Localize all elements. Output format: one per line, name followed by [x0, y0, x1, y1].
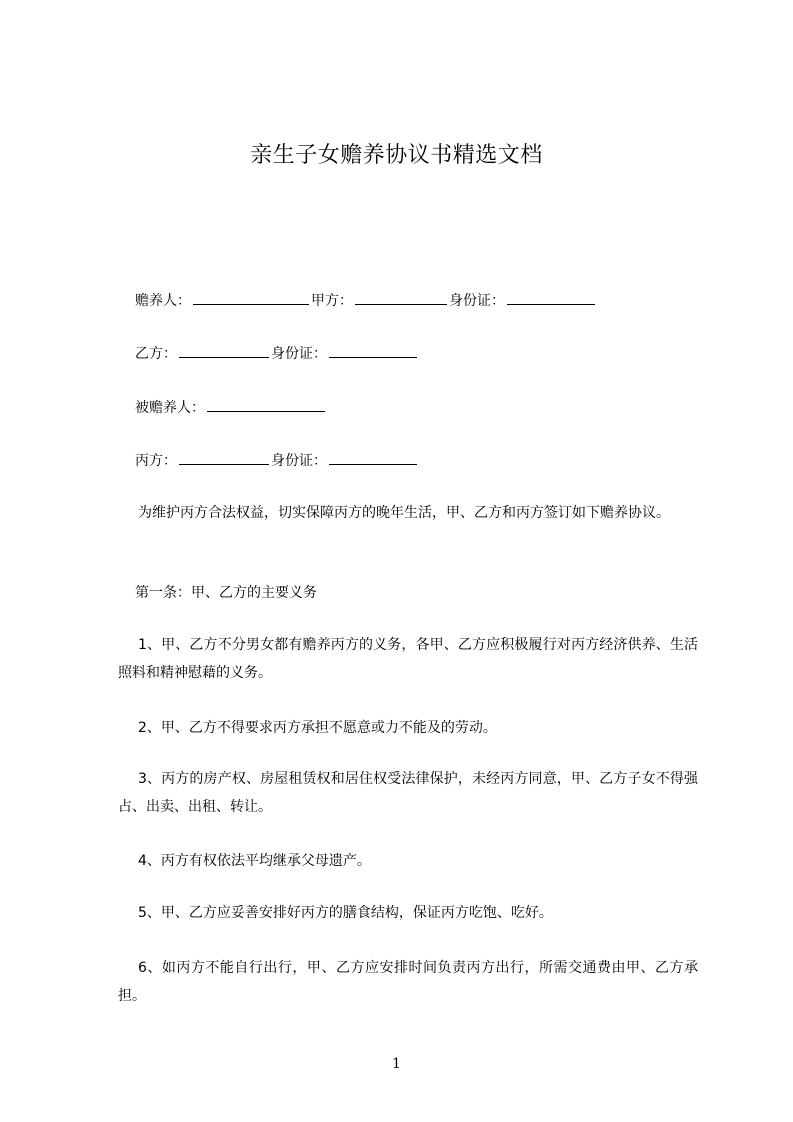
supporter-label: 赡养人：: [135, 293, 191, 309]
party-a-label: 甲方：: [311, 293, 353, 309]
supported-line: [135, 398, 327, 418]
party-b-id-blank: [329, 344, 417, 358]
clause-2: 2、甲、乙方不得要求丙方承担不愿意或力不能及的劳动。: [138, 720, 497, 736]
clause-1: 1、甲、乙方不分男女都有赡养丙方的义务，各甲、乙方应积极履行对丙方经济供养、生活照料和精神慰藉的义务。: [118, 637, 698, 681]
party-a-id-blank: [507, 291, 595, 305]
document-title: 亲生子女赡养协议书精选文档: [250, 143, 543, 168]
party-a-blank: [355, 291, 447, 305]
supporter-line: [135, 291, 597, 311]
intro-paragraph: 为维护丙方合法权益，切实保障丙方的晚年生活，甲、乙方和丙方签订如下赡养协议。: [138, 505, 670, 521]
party-b-line: [135, 344, 419, 364]
supporter-blank: [193, 291, 309, 305]
supported-blank: [207, 398, 325, 412]
party-c-id-label: 身份证：: [271, 453, 327, 469]
party-b-blank: [179, 344, 269, 358]
clause-6: 6、如丙方不能自行出行，甲、乙方应安排时间负责丙方出行，所需交通费由甲、乙方承担。: [118, 960, 698, 1004]
supported-label: 被赡养人：: [135, 400, 205, 416]
party-b-label: 乙方：: [135, 346, 177, 362]
party-c-blank: [179, 451, 269, 465]
clause-4: 4、丙方有权依法平均继承父母遗产。: [138, 853, 371, 869]
clause-5: 5、甲、乙方应妥善安排好丙方的膳食结构，保证丙方吃饱、吃好。: [138, 905, 553, 921]
clause-3: 3、丙方的房产权、房屋租赁权和居住权受法律保护，未经丙方同意，甲、乙方子女不得强占、出卖、出租、转让。: [118, 771, 698, 815]
party-c-line: [135, 451, 419, 471]
party-b-id-label: 身份证：: [271, 346, 327, 362]
party-c-label: 丙方：: [135, 453, 177, 469]
party-a-id-label: 身份证：: [449, 293, 505, 309]
article-1-heading: 第一条：甲、乙方的主要义务: [135, 585, 317, 601]
page-number: 1: [392, 1056, 401, 1072]
party-c-id-blank: [329, 451, 417, 465]
